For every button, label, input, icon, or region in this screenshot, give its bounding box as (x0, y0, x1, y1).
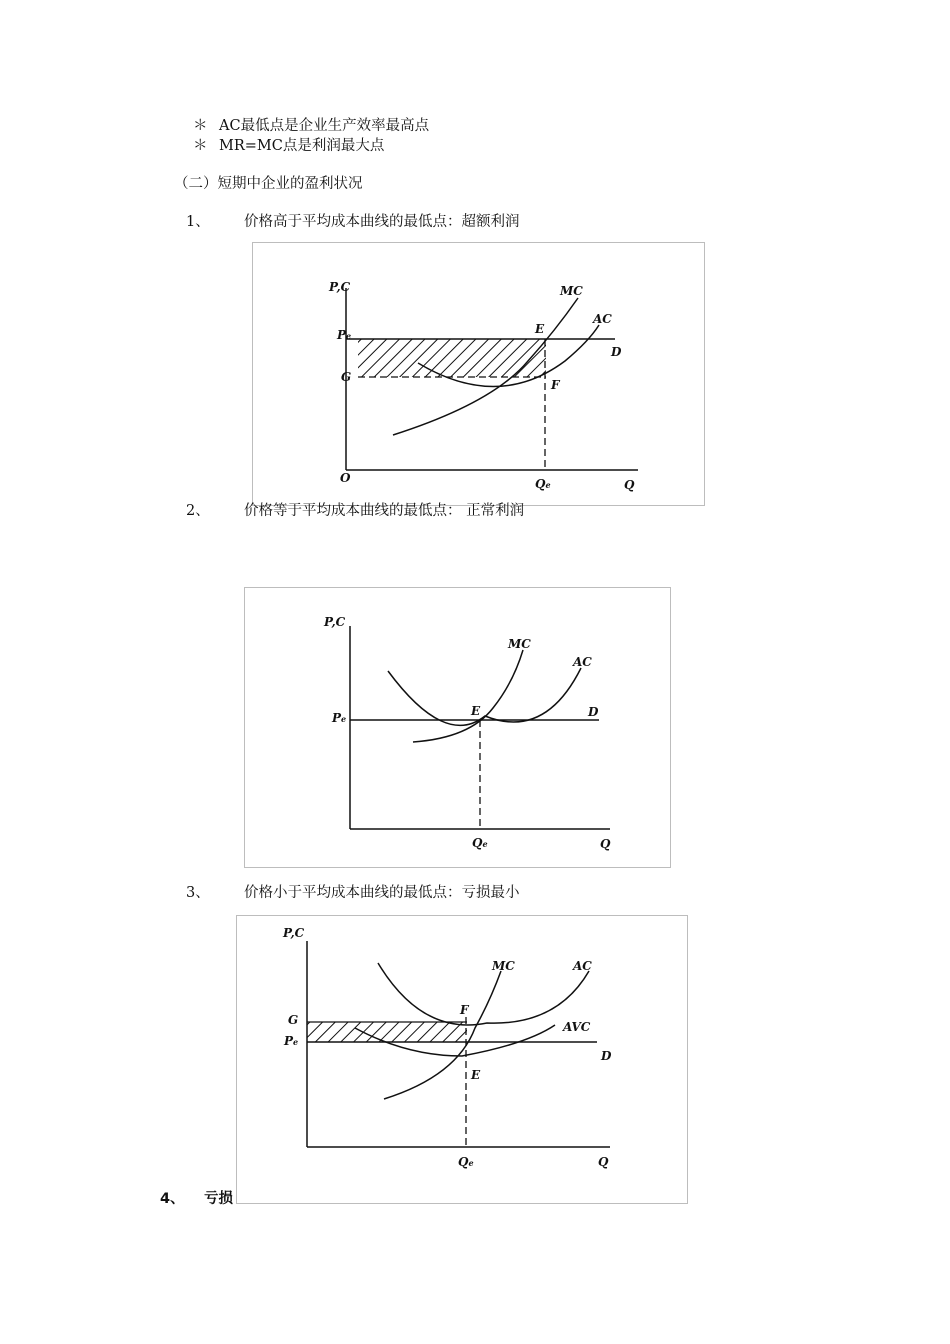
d-label: D (611, 345, 622, 359)
mc-label: MC (560, 284, 583, 298)
figure-normal-profit (244, 587, 671, 868)
asterisk-icon: ＊ (193, 138, 208, 154)
qe-tick-label (535, 477, 551, 491)
bullet-ac-lowest (193, 117, 429, 135)
section-title: （二）短期中企业的盈利状况 (174, 176, 363, 192)
y-axis-label: P,C (329, 280, 351, 294)
mc-curve (413, 650, 523, 742)
y-axis-label: P,C (324, 615, 346, 629)
ac-label: AC (573, 959, 592, 973)
item-number: 2、 (186, 503, 210, 519)
bullet-text: AC最低点是企业生产效率最高点 (219, 118, 430, 134)
pe-sub: e (341, 714, 347, 724)
figure-minimum-loss (236, 915, 688, 1204)
x-axis-label: Q (598, 1155, 609, 1169)
figure-excess-profit (252, 242, 705, 506)
x-axis-label: Q (624, 478, 635, 492)
item-4 (160, 1190, 233, 1208)
point-f-label: F (460, 1003, 469, 1017)
loss-area (307, 1022, 467, 1042)
pe-sub: e (293, 1037, 299, 1047)
asterisk-icon: ＊ (193, 118, 208, 134)
pe-tick-label (331, 711, 346, 725)
item-number: 1、 (186, 214, 210, 230)
qe-tick-label (472, 836, 488, 850)
g-tick-label: G (341, 370, 352, 384)
mc-label: MC (508, 637, 531, 651)
x-axis-label: Q (600, 837, 611, 851)
pe-main: P (337, 328, 347, 342)
qe-main: Q (458, 1155, 469, 1169)
figure-1-svg (253, 243, 704, 505)
qe-sub: e (482, 839, 488, 849)
qe-sub: e (468, 1158, 474, 1168)
qe-tick-label (458, 1155, 474, 1169)
item-text: 价格等于平均成本曲线的最低点： 正常利润 (244, 503, 525, 519)
item-text: 价格高于平均成本曲线的最低点：超额利润 (244, 214, 520, 230)
ac-curve (378, 963, 589, 1025)
item-2 (186, 502, 524, 520)
pe-tick-label (283, 1034, 298, 1048)
mc-label: MC (492, 959, 515, 973)
ac-label: AC (573, 655, 592, 669)
item-number: 4、 (160, 1191, 185, 1207)
d-label: D (588, 705, 599, 719)
y-axis-label: P,C (283, 926, 305, 940)
point-e-label: E (535, 322, 545, 336)
bullet-text: MR=MC点是利润最大点 (219, 138, 385, 154)
figure-2-svg (245, 588, 670, 867)
pe-sub: e (346, 331, 352, 341)
qe-main: Q (472, 836, 483, 850)
bullet-mr-mc (193, 137, 384, 155)
figure-3-svg (237, 916, 687, 1203)
d-label: D (601, 1049, 612, 1063)
pe-tick-label (336, 328, 351, 342)
item-1 (186, 213, 520, 231)
point-e-label: E (471, 1068, 481, 1082)
origin-label: O (340, 471, 351, 485)
ac-label: AC (593, 312, 612, 326)
point-e-label: E (471, 704, 481, 718)
item-3 (186, 884, 520, 902)
item-number: 3、 (186, 885, 210, 901)
item-text: 价格小于平均成本曲线的最低点：亏损最小 (244, 885, 520, 901)
qe-sub: e (545, 480, 551, 490)
g-tick-label: G (288, 1013, 299, 1027)
pe-main: P (332, 711, 342, 725)
item-text: 亏损 (204, 1191, 233, 1207)
qe-main: Q (535, 477, 546, 491)
pe-main: P (284, 1034, 294, 1048)
avc-label: AVC (563, 1020, 591, 1034)
point-f-label: F (551, 378, 560, 392)
